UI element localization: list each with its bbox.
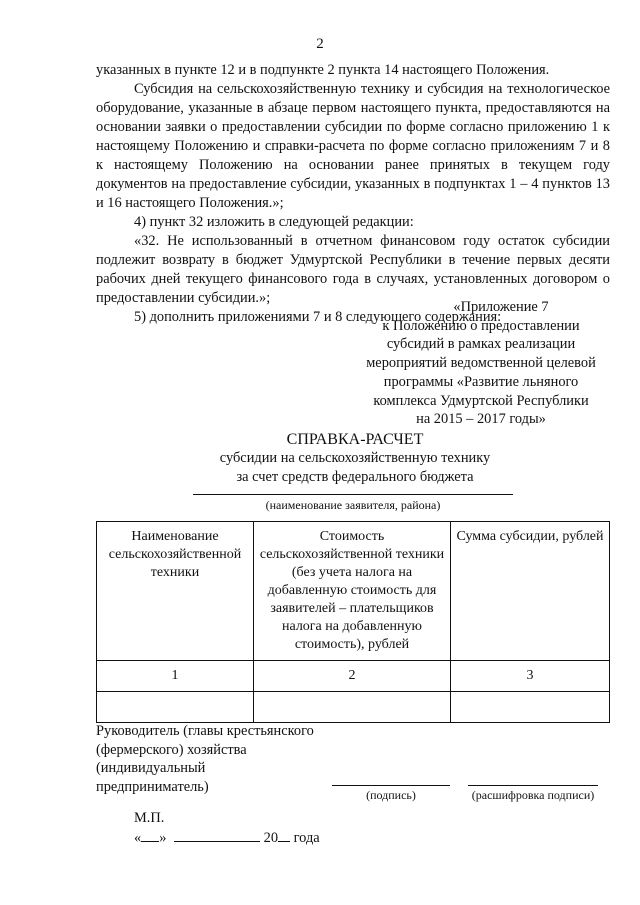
appendix-header: [350, 298, 612, 429]
paragraph-item-5: 5) дополнить приложениями 7 и 8 следующего содержания:: [134, 309, 502, 325]
paragraph-item-4: 4) пункт 32 изложить в следующей редакции:: [134, 214, 414, 230]
signature-decoding-field[interactable]: [468, 785, 598, 786]
signatory-label: Руководитель (главы крестьянского (фермерского) хозяйства (индивидуальный предприниматель): [96, 723, 314, 795]
appendix-line: мероприятий ведомственной целевой: [366, 355, 596, 372]
form-title: СПРАВКА-РАСЧЕТ: [286, 431, 424, 448]
date-year-prefix: 20: [263, 830, 279, 846]
table-cell-empty[interactable]: [254, 692, 451, 723]
table-row: [97, 692, 610, 723]
paragraph-point-32: «32. Не использованный в отчетном финансовом году остаток субсидии подлежит возврату в бюджет Удмуртской Республики в течение первых десяти рабочих дней текущего финансового года в случаях, установленных договором о предоставлении субсидии.»;: [96, 233, 610, 306]
appendix-line: на 2015 – 2017 годы»: [416, 411, 546, 428]
appendix-line: комплекса Удмуртской Республики: [373, 392, 589, 409]
date-quote-close: »: [159, 830, 167, 846]
paragraph-subsidy: Субсидия на сельскохозяйственную технику и субсидия на технологическое оборудование, указанные в абзаце первом настоящего пункта, предоставляются на основании заявки о предоставлении субсидии по форме согласно приложению 1 к настоящему Положению и справки-расчета по форме согласно приложениям 7 и 8 к настоящему Положению на основании ранее принятых в текущем году документов на предоставление субсидии, указанных в подпунктах 1 – 4 пунктов 13 и 16 настоящего Положения.»;: [96, 81, 610, 211]
form-subtitle-1: субсидии на сельскохозяйственную технику: [219, 450, 491, 466]
column-number: 3: [451, 661, 610, 692]
signature-decoding-caption: (расшифровка подписи): [471, 788, 595, 802]
appendix-line: субсидий в рамках реализации: [386, 336, 576, 353]
signature-caption: (подпись): [366, 788, 416, 802]
header-subsidy-amount: Сумма субсидии, рублей: [451, 522, 610, 661]
signature-field[interactable]: [332, 785, 450, 786]
form-subtitle-2: за счет средств федерального бюджета: [236, 469, 474, 485]
table-cell-empty[interactable]: [97, 692, 254, 723]
calculation-table: [96, 521, 610, 723]
applicant-caption: (наименование заявителя, района): [265, 498, 441, 512]
appendix-line: «Приложение 7: [453, 299, 549, 315]
table-cell-empty[interactable]: [451, 692, 610, 723]
date-month-field[interactable]: [174, 827, 260, 842]
applicant-name-field[interactable]: [193, 494, 513, 495]
date-day-field[interactable]: [141, 827, 159, 842]
appendix-line: к Положению о предоставлении: [382, 317, 580, 334]
page-number: 2: [316, 36, 324, 52]
date-year-field[interactable]: [278, 827, 290, 842]
column-number: 1: [97, 661, 254, 692]
paragraph-continuation: указанных в пункте 12 и в подпункте 2 пункта 14 настоящего Положения.: [96, 62, 550, 78]
column-number: 2: [254, 661, 451, 692]
table-number-row: [97, 661, 610, 692]
date-line: [134, 827, 320, 848]
table-header-row: [97, 522, 610, 661]
header-machinery-name: Наименование сельскохозяйственной техники: [97, 522, 254, 661]
appendix-line: программы «Развитие льняного: [383, 373, 579, 390]
stamp-place: М.П.: [134, 810, 165, 826]
body-text: [96, 61, 610, 327]
date-suffix: года: [293, 830, 320, 846]
header-machinery-cost: Стоимость сельскохозяйственной техники (без учета налога на добавленную стоимость для заявителей – плательщиков налога на добавленную стоимость), рублей: [254, 522, 451, 661]
date-quote-open: «: [134, 830, 142, 846]
